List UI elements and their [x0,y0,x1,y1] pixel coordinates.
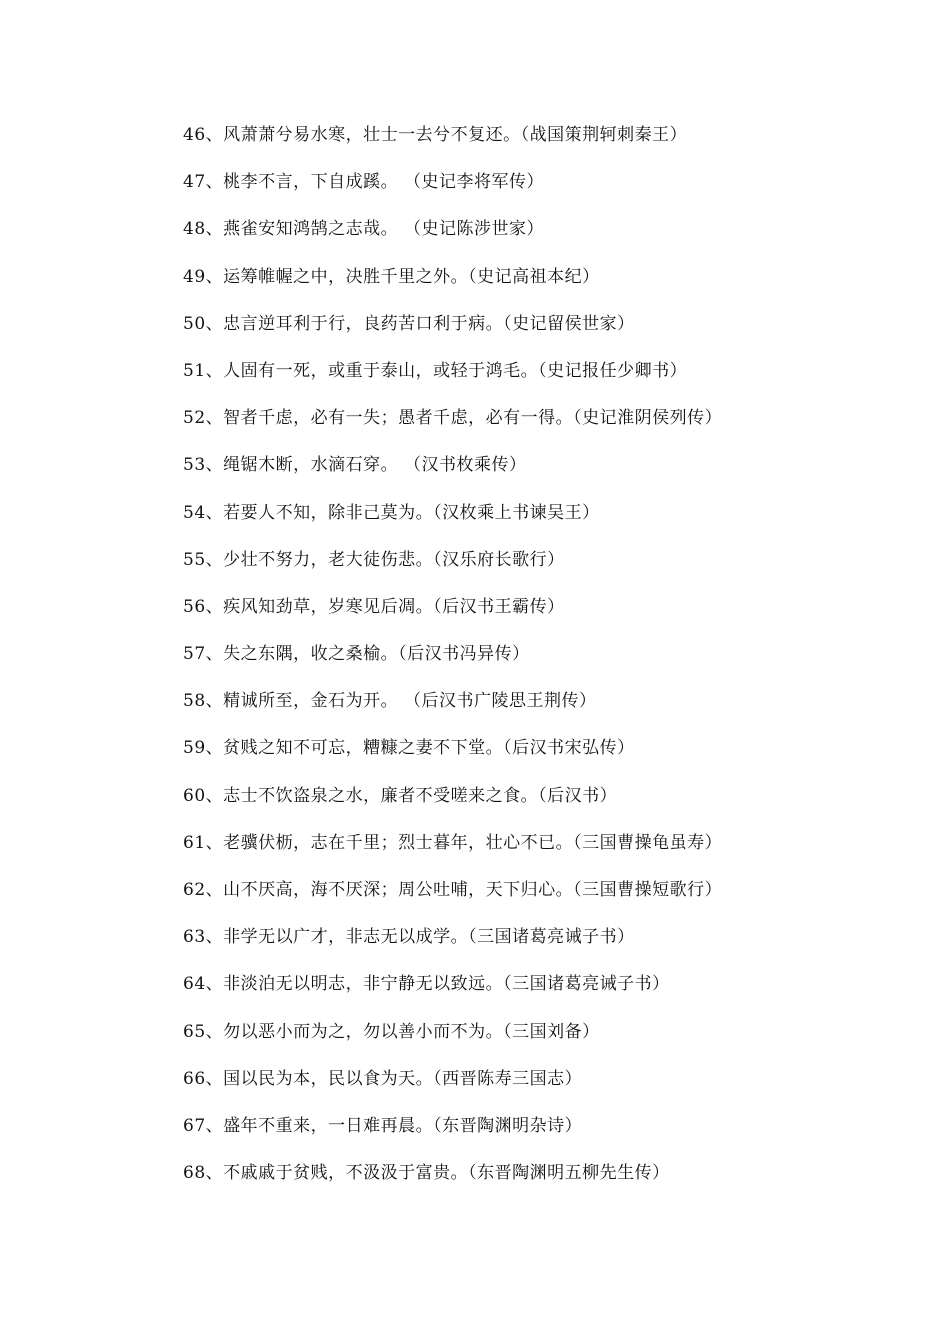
quote-61: 61、老骥伏枥，志在千里；烈士暮年，壮心不已。（三国曹操龟虽寿） [183,832,723,853]
quote-48: 48、燕雀安知鸿鹄之志哉。 （史记陈涉世家） [183,219,545,240]
quote-65: 65、勿以恶小而为之，勿以善小而不为。（三国刘备） [183,1021,600,1042]
quote-52: 52、智者千虑，必有一失；愚者千虑，必有一得。（史记淮阴侯列传） [183,408,723,429]
quote-58: 58、精诚所至，金石为开。 （后汉书广陵思王荆传） [183,691,597,712]
quote-63: 63、非学无以广才，非志无以成学。（三国诸葛亮诫子书） [183,927,635,948]
quote-49: 49、运筹帷幄之中，决胜千里之外。（史记高祖本纪） [183,266,600,287]
quote-57: 57、失之东隅，收之桑榆。（后汉书冯异传） [183,644,530,665]
quote-54: 54、若要人不知，除非己莫为。（汉枚乘上书谏吴王） [183,502,600,523]
quote-66: 66、国以民为本，民以食为天。（西晋陈寿三国志） [183,1068,583,1089]
quote-67: 67、盛年不重来，一日难再晨。（东晋陶渊明杂诗） [183,1115,583,1136]
quote-list [183,119,923,1204]
quote-64: 64、非淡泊无以明志，非宁静无以致远。（三国诸葛亮诫子书） [183,974,670,995]
quote-50: 50、忠言逆耳利于行，良药苦口利于病。（史记留侯世家） [183,313,635,334]
quote-62: 62、山不厌高，海不厌深；周公吐哺，天下归心。（三国曹操短歌行） [183,880,723,900]
quote-59: 59、贫贱之知不可忘，糟糠之妻不下堂。（后汉书宋弘传） [183,738,635,759]
quote-60: 60、志士不饮盗泉之水，廉者不受嗟来之食。（后汉书） [183,785,618,806]
quote-51: 51、人固有一死，或重于泰山，或轻于鸿毛。（史记报任少卿书） [183,360,688,381]
quote-68: 68、不戚戚于贫贱，不汲汲于富贵。（东晋陶渊明五柳先生传） [183,1163,670,1184]
quote-46: 46、风萧萧兮易水寒，壮士一去兮不复还。（战国策荆轲刺秦王） [183,125,688,145]
quote-47: 47、桃李不言，下自成蹊。 （史记李将军传） [183,172,545,193]
quote-56: 56、疾风知劲草，岁寒见后凋。（后汉书王霸传） [183,596,565,617]
quote-55: 55、少壮不努力，老大徒伤悲。（汉乐府长歌行） [183,549,565,570]
quote-53: 53、绳锯木断，水滴石穿。 （汉书枚乘传） [183,455,527,476]
